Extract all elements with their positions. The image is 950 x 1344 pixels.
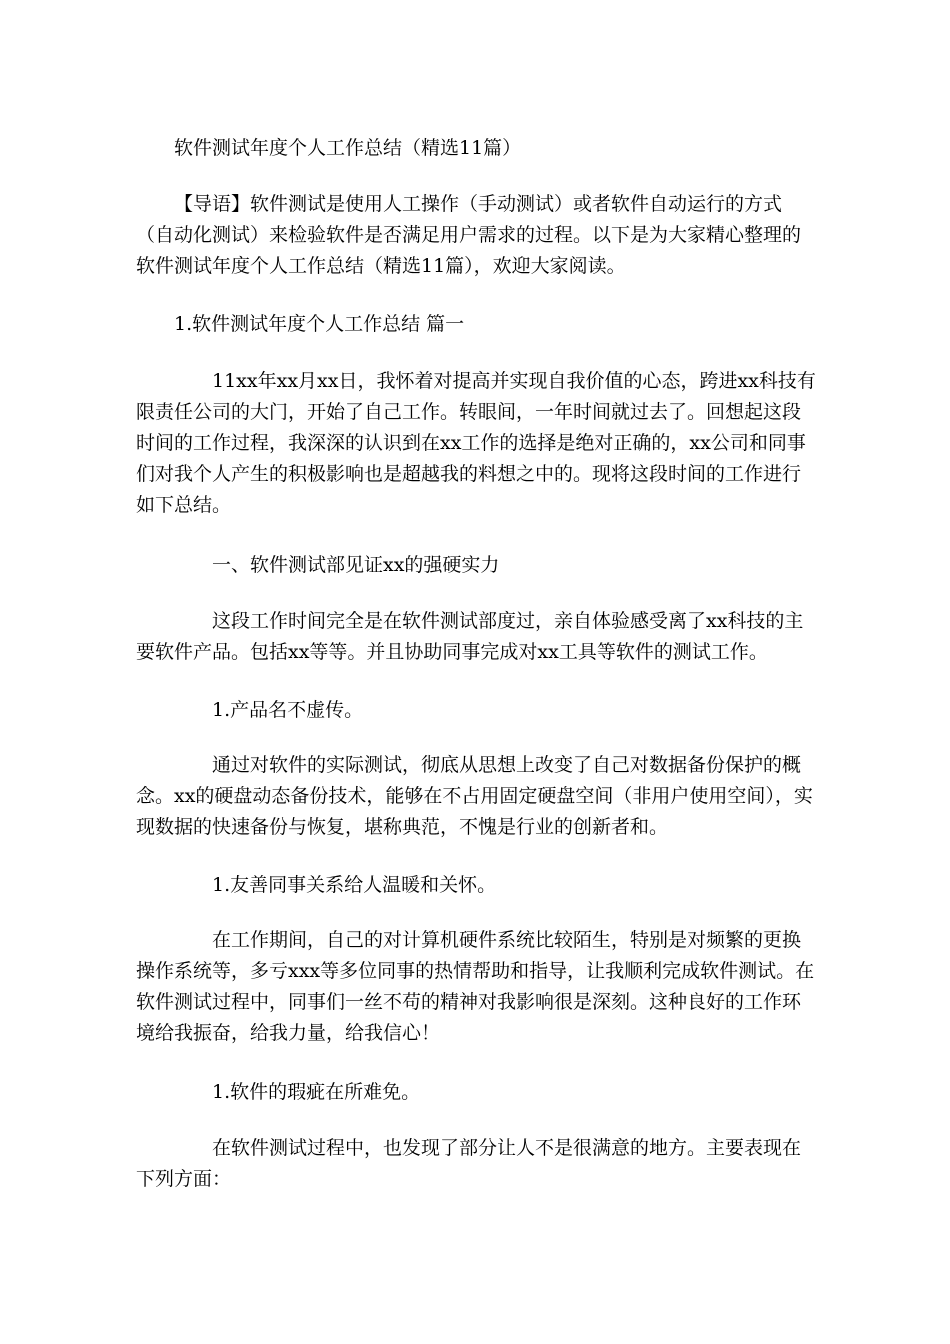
article-heading: 1.软件测试年度个人工作总结 篇一 (174, 313, 465, 335)
list-item-2: 1.友善同事关系给人温暖和关怀。 (212, 874, 497, 896)
paragraph-1: 11xx年xx月xx日，我怀着对提高并实现自我价值的心态，跨进xx科技有限责任公司的大门，开始了自己工作。转眼间，一年时间就过去了。回想起这段时间的工作过程，我深深的认识到在xx工作的选择是绝对正确的，xx公司和同事们对我个人产生的积极影响也是超越我的料想之中的。现将这段时间的工作进行如下总结。 (136, 370, 816, 516)
document-title: 软件测试年度个人工作总结（精选11篇） (174, 137, 522, 159)
intro-paragraph: 【导语】软件测试是使用人工操作（手动测试）或者软件自动运行的方式（自动化测试）来检验软件是否满足用户需求的过程。以下是为大家精心整理的软件测试年度个人工作总结（精选11篇），欢迎大家阅读。 (136, 193, 802, 277)
paragraph-5: 在软件测试过程中，也发现了部分让人不是很满意的地方。主要表现在下列方面： (136, 1137, 802, 1190)
paragraph-4: 在工作期间，自己的对计算机硬件系统比较陌生，特别是对频繁的更换操作系统等，多亏xxx等多位同事的热情帮助和指导，让我顺利完成软件测试。在软件测试过程中，同事们一丝不苟的精神对我影响很是深刻。这种良好的工作环境给我振奋，给我力量，给我信心！ (136, 929, 815, 1044)
list-item-3: 1.软件的瑕疵在所难免。 (212, 1081, 421, 1103)
list-item-1: 1.产品名不虚传。 (212, 699, 364, 721)
section-heading-1: 一、软件测试部见证xx的强硬实力 (212, 554, 500, 576)
paragraph-3: 通过对软件的实际测试，彻底从思想上改变了自己对数据备份保护的概念。xx的硬盘动态备份技术，能够在不占用固定硬盘空间（非用户使用空间），实现数据的快速备份与恢复，堪称典范，不愧是行业的创新者和。 (136, 754, 813, 838)
paragraph-2: 这段工作时间完全是在软件测试部度过，亲自体验感受离了xx科技的主要软件产品。包括xx等等。并且协助同事完成对xx工具等软件的测试工作。 (136, 610, 804, 663)
